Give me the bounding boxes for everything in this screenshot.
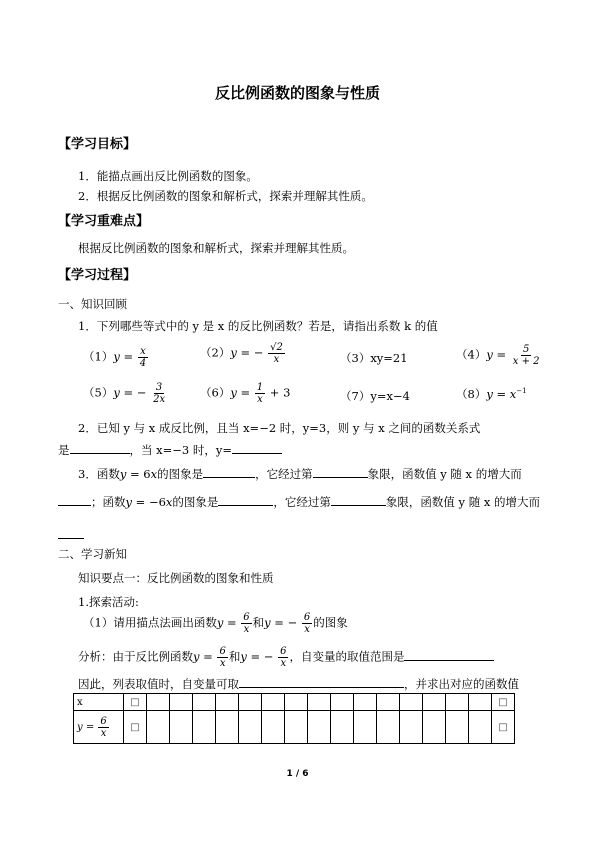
table-cell: □ — [492, 694, 515, 711]
item-6: （6）y = $\frac{1}{x}$ + 3 — [200, 382, 291, 405]
table-cell — [446, 694, 469, 711]
table-cell — [285, 711, 308, 744]
table-cell — [285, 694, 308, 711]
table-cell — [423, 711, 446, 744]
knowledge-point: 知识要点一：反比例函数的图象和性质 — [78, 571, 274, 585]
table-cell — [308, 694, 331, 711]
key-text: 根据反比例函数的图象和解析式，探索并理解其性质。 — [78, 241, 354, 255]
question-2: 2．已知 y 与 x 成反比例，且当 x=−2 时，y=3，则 y 与 x 之间的函数关系式 — [78, 421, 481, 435]
table-cell — [400, 711, 423, 744]
table-cell — [331, 711, 354, 744]
goal-1: 1．能描点画出反比例函数的图象。 — [78, 169, 258, 183]
table-cell — [377, 694, 400, 711]
table-cell — [354, 694, 377, 711]
table-cell — [262, 694, 285, 711]
table-cell: □ — [124, 711, 147, 744]
question-3-line-2: ；函数y = −6x的图象是 ，它经过第 象限，函数值 y 随 x 的增大而 — [58, 494, 540, 510]
table-cell — [170, 694, 193, 711]
table-header-y: y = $\frac{6}{x}$ — [74, 711, 124, 744]
table-cell — [354, 711, 377, 744]
question-1: 1．下列哪些等式中的 y 是 x 的反比例函数？若是，请指出系数 k 的值 — [78, 319, 438, 333]
section-goals-heading: 【学习目标】 — [58, 137, 137, 152]
question-2-line-2: 是 ，当 x=−3 时，y= — [58, 442, 282, 458]
item-5: （5）y = − $\frac{3}{2x}$ — [83, 382, 166, 405]
table-cell — [216, 694, 239, 711]
table-row — [74, 711, 515, 744]
item-8: $(8)y = x^{-1}$ — [456, 387, 527, 401]
table-header-x: x — [74, 694, 124, 711]
goal-2: 2．根据反比例函数的图象和解析式，探索并理解其性质。 — [78, 189, 373, 203]
analysis-text: 分析：由于反比例函数y = $\frac{6}{x}$ 和y = − $\frac{6}{x}$ ，自变量的取值范围是 — [78, 646, 494, 669]
page-title: 反比例函数的图象与性质 — [214, 84, 380, 102]
table-cell — [193, 694, 216, 711]
table-cell — [262, 711, 285, 744]
table-cell — [423, 694, 446, 711]
page-number: 1 / 6 — [286, 769, 309, 779]
draw-instruction: （1）请用描点法画出函数y = $\frac{6}{x}$ 和y = − $\frac{6}{x}$ 的图象 — [83, 612, 348, 635]
therefore-text: 因此，列表取值时，自变量可取 ，并求出对应的函数值 — [78, 677, 519, 691]
table-cell — [400, 694, 423, 711]
part2-heading: 二、学习新知 — [58, 547, 127, 561]
table-cell — [147, 694, 170, 711]
explore-label: 1.探索活动: — [78, 595, 139, 609]
item-4: （4）y = $\frac{5}{x + 2}$ — [456, 344, 540, 367]
table-cell: □ — [492, 711, 515, 744]
table-cell — [331, 694, 354, 711]
table-cell — [469, 711, 492, 744]
section-key-heading: 【学习重难点】 — [58, 214, 150, 229]
table-cell — [147, 711, 170, 744]
section-process-heading: 【学习过程】 — [58, 268, 137, 283]
table-cell — [308, 711, 331, 744]
item-1: （1）y = $\frac{x}{4}$ — [83, 346, 147, 369]
table-cell — [216, 711, 239, 744]
table-cell — [170, 711, 193, 744]
item-7: （7）y=x−4 — [340, 389, 410, 403]
table-cell — [469, 694, 492, 711]
item-3: （3）xy=21 — [340, 351, 408, 365]
item-2: （2）y = − $\frac{√2}{x}$ — [200, 342, 283, 365]
table-cell — [239, 694, 262, 711]
table-cell — [239, 711, 262, 744]
question-3: 3．函数y = 6x的图象是 ，它经过第 象限，函数值 y 随 x 的增大而 — [78, 467, 522, 481]
table-row — [74, 694, 515, 711]
answer-blank-line — [58, 538, 84, 539]
value-table — [73, 693, 515, 744]
part1-heading: 一、知识回顾 — [58, 297, 127, 311]
table-cell — [446, 711, 469, 744]
table-cell: □ — [124, 694, 147, 711]
table-cell — [377, 711, 400, 744]
table-cell — [193, 711, 216, 744]
